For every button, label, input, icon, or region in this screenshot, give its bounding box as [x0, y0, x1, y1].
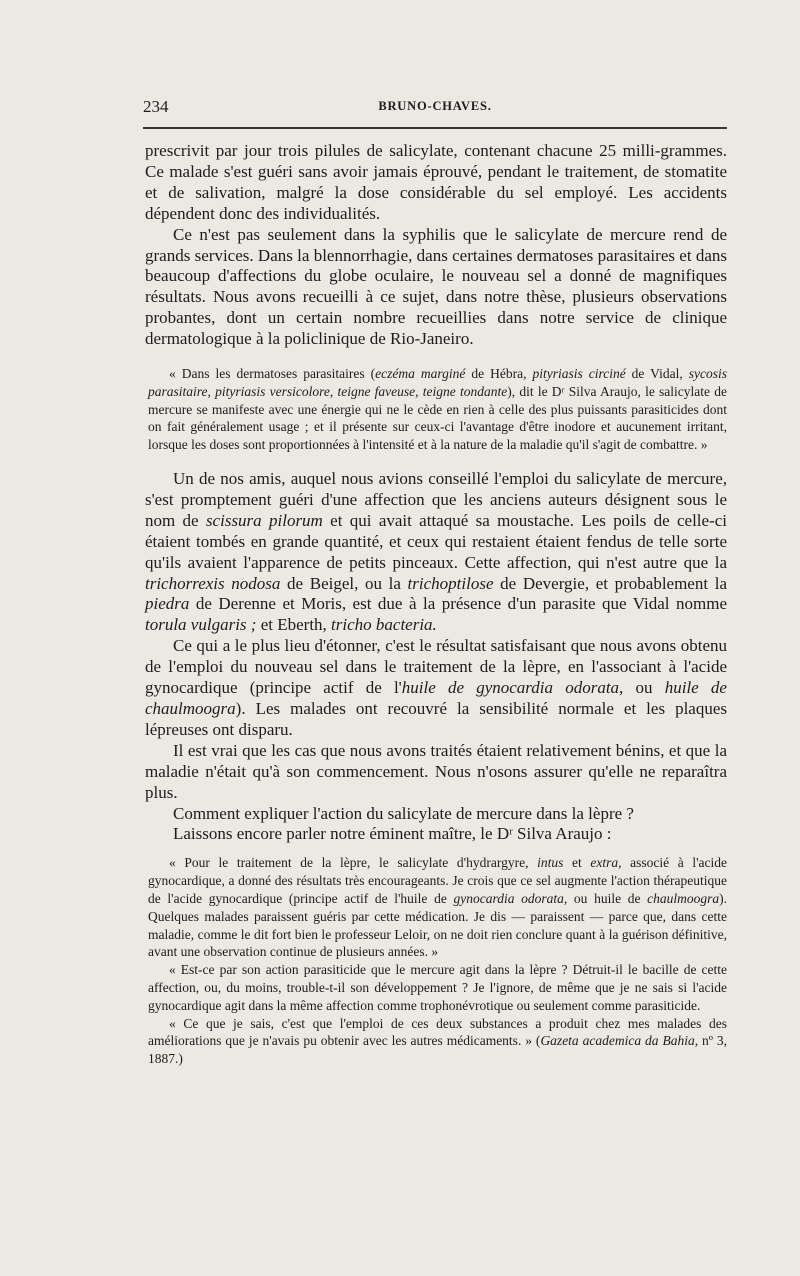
paragraph-6: Comment expliquer l'action du salicylate de mercure dans la lèpre ?	[173, 803, 634, 823]
page-header	[143, 97, 727, 119]
paragraph-5: Il est vrai que les cas que nous avons traités étaient relativement bénins, et que la maladie n'était qu'à son commencement. Nous n'osons assurer qu'elle ne reparaîtra plus.	[145, 740, 727, 802]
paragraph-4: Ce qui a le plus lieu d'étonner, c'est le résultat satisfaisant que nous avons obtenu de l'emploi du nouveau sel dans le traitement de la lèpre, en l'associant à l'acide gynocardique (principe actif de l'huile de gynocardia odorata, ou huile de chaulmoogra). Les malades ont recouvré la sensibilité normale et les plaques lépreuses ont disparu.	[145, 636, 727, 739]
quotation-2: « Pour le traitement de la lèpre, le salicylate d'hydrargyre, intus et extra, associé à l'acide gynocardique, a donné des résultats très encourageants. Je crois que ce sel augmente l'action thérapeutique de l'acide gynocardique (principe actif de l'huile de gynocardia odorata, ou huile de chaulmoogra). Quelques malades paraissent guéris par cette médication. Je dis — paraissent — parce que, dans cette maladie, comme le dit fort bien le professeur Leloir, on ne doit rien conclure quant à la guérison définitive, avant une observation continue de plusieurs années. »	[148, 855, 728, 960]
paragraph-7: Laissons encore parler notre éminent maître, le Dʳ Silva Araujo :	[173, 824, 612, 844]
paragraph-2: Ce n'est pas seulement dans la syphilis que le salicylate de mercure rend de grands services. Dans la blennorrhagie, dans certaines dermatoses parasitaires et dans beaucoup d'affections du globe oculaire, le nouveau sel a donné de magnifiques résultats. Nous avons recueilli à ce sujet, dans notre thèse, plusieurs observations probantes, dont un certain nombre recueillies dans notre service de clinique dermatologique à la policlinique de Rio-Janeiro.	[145, 224, 727, 349]
body-text	[145, 141, 727, 1068]
running-head: BRUNO-CHAVES.	[378, 99, 492, 113]
paragraph-3: Un de nos amis, auquel nous avions conseillé l'emploi du salicylate de mercure, s'est promptement guéri d'une affection que les anciens auteurs désignent sous le nom de scissura pilorum et qui avait attaqué sa moustache. Les poils de celle-ci étaient tombés en grande quantité, et ceux qui restaient étaient fendus de telle sorte qu'ils avaient l'apparence de petits pinceaux. Cette affection, qui n'est autre que la trichorrexis nodosa de Beigel, ou la trichoptilose de Devergie, et probablement la piedra de Derenne et Moris, est due à la présence d'un parasite que Vidal nomme torula vulgaris ; et Eberth, tricho bacteria.	[145, 469, 727, 635]
header-rule	[143, 127, 727, 129]
quotation-3: « Est-ce par son action parasiticide que le mercure agit dans la lèpre ? Détruit-il le bacille de cette affection, ou, du moins, trouble-t-il son développement ? Je l'ignore, de même que je ne sais si l'acide gynocardique agit dans la même affection comme trophonévrotique ou seulement comme parasiticide.	[148, 962, 727, 1013]
paragraph-1: prescrivit par jour trois pilules de salicylate, contenant chacune 25 milli-grammes. Ce malade s'est guéri sans avoir jamais éprouvé, pendant le traitement, de stomatite et de salivation, malgré la dose considérable du sel employé. Les accidents dépendent donc des individualités.	[145, 141, 727, 223]
quotation-1: « Dans les dermatoses parasitaires (eczéma marginé de Hébra, pityriasis circiné de Vidal, sycosis parasitaire, pityriasis versicolore, teigne faveuse, teigne tondante), dit le Dʳ Silva Araujo, le salicylate de mercure se manifeste avec une énergie qui ne le cède en rien à celle des plus puissants parasiticides dont on fait généralement usage ; et il présente sur ceux-ci l'avantage d'être inodore et aucunement irritant, lorsque les doses sont proportionnées à l'intensité et à la nature de la maladie qu'il s'agit de combattre. »	[148, 366, 727, 453]
page-number: 234	[143, 97, 169, 116]
quotation-4: « Ce que je sais, c'est que l'emploi de ces deux substances a produit chez mes malades des améliorations que je n'avais pu obtenir avec les autres médicaments. » (Gazeta academica da Bahia, nº 3, 1887.)	[148, 1015, 728, 1067]
